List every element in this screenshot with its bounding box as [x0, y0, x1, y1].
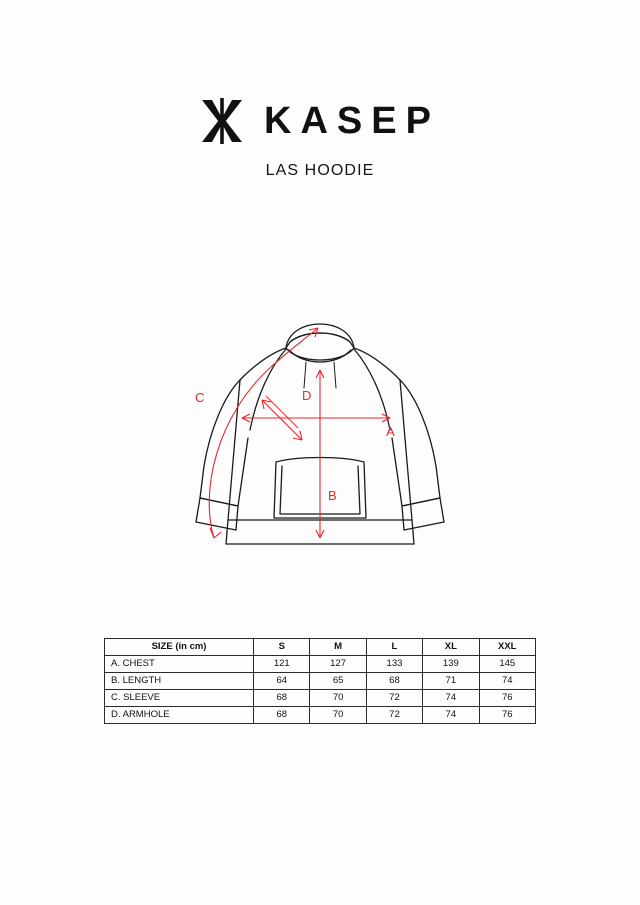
cell-length-l: 68: [366, 673, 422, 690]
table-corner-label: SIZE (in cm): [105, 639, 254, 656]
cell-sleeve-xxl: 76: [479, 690, 536, 707]
diagram-label-c: C: [195, 390, 205, 405]
cell-length-m: 65: [310, 673, 366, 690]
cell-chest-l: 133: [366, 656, 422, 673]
diagram-label-a: A: [386, 424, 395, 439]
table-row: [105, 707, 536, 724]
table-col-xl: XL: [423, 639, 479, 656]
product-title: LAS HOODIE: [265, 162, 375, 179]
cell-armhole-l: 72: [366, 707, 422, 724]
row-label-chest: A. CHEST: [105, 656, 254, 673]
table-header-row: [105, 639, 536, 656]
cell-chest-xl: 139: [423, 656, 479, 673]
table-col-l: L: [366, 639, 422, 656]
cell-length-xl: 71: [423, 673, 479, 690]
kasep-monogram-icon: [200, 96, 244, 146]
row-label-sleeve: C. SLEEVE: [105, 690, 254, 707]
row-label-length: B. LENGTH: [105, 673, 254, 690]
cell-sleeve-m: 70: [310, 690, 366, 707]
size-table-container: [104, 638, 536, 724]
cell-sleeve-s: 68: [254, 690, 310, 707]
row-label-armhole: D. ARMHOLE: [105, 707, 254, 724]
table-col-xxl: XXL: [479, 639, 536, 656]
cell-sleeve-xl: 74: [423, 690, 479, 707]
table-row: [105, 673, 536, 690]
cell-chest-s: 121: [254, 656, 310, 673]
cell-chest-m: 127: [310, 656, 366, 673]
table-row: [105, 690, 536, 707]
table-row: [105, 656, 536, 673]
cell-armhole-m: 70: [310, 707, 366, 724]
hoodie-technical-drawing: [0, 270, 640, 590]
size-table: [104, 638, 536, 724]
diagram-label-d: D: [302, 388, 312, 403]
table-col-s: S: [254, 639, 310, 656]
brand-name: KASEP: [264, 100, 440, 142]
cell-armhole-s: 68: [254, 707, 310, 724]
cell-armhole-xxl: 76: [479, 707, 536, 724]
brand-header: [0, 96, 640, 146]
cell-length-s: 64: [254, 673, 310, 690]
cell-sleeve-l: 72: [366, 690, 422, 707]
cell-chest-xxl: 145: [479, 656, 536, 673]
cell-armhole-xl: 74: [423, 707, 479, 724]
table-col-m: M: [310, 639, 366, 656]
diagram-label-b: B: [328, 488, 337, 503]
cell-length-xxl: 74: [479, 673, 536, 690]
